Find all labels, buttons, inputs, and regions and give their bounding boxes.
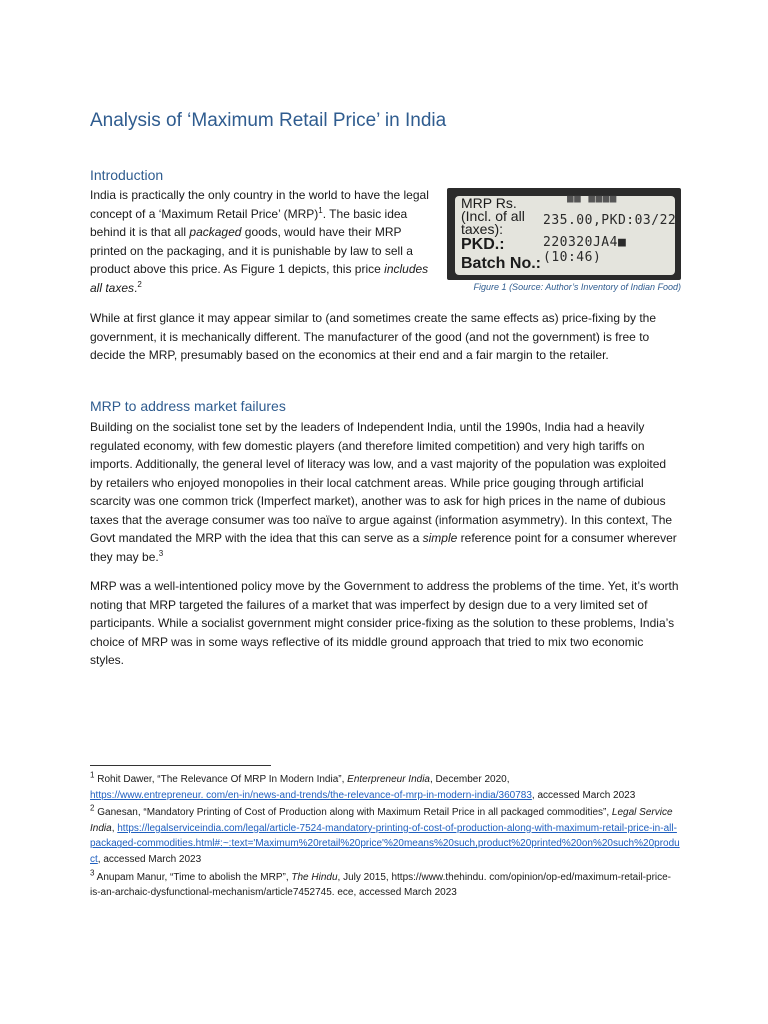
photo-text-incl: (Incl. of all	[461, 208, 525, 224]
footnote-3-number: 3	[90, 868, 95, 878]
intro-paragraph-1	[90, 186, 436, 297]
intro-paragraph-2: While at first glance it may appear similar to (and sometimes create the same effects as) price-fixing by the government, it is mechanically different. The manufacturer of the good (and not the government) is free to decide the MRP, presumably based on the economics at their end and a fair margin to the retailer.	[90, 311, 657, 362]
photo-text-taxes: taxes):	[461, 221, 504, 237]
market-paragraph-1	[90, 418, 680, 566]
footnote-1-number: 1	[90, 770, 95, 780]
market-p1-emphasis: simple	[422, 531, 458, 545]
market-p1-text-b: reference point for a consumer wherever they may be.	[90, 531, 677, 564]
figure-1-caption: Figure 1 (Source: Author’s Inventory of Indian Food)	[473, 282, 681, 292]
intro-p1-emphasis-2: includes all taxes	[90, 262, 429, 295]
footnote-2-text-b: ,	[111, 822, 118, 834]
footnote-2-text-a: Ganesan, “Mandatory Printing of Cost of Production along with Maximum Retail Price in all packaged commodities”,	[94, 807, 612, 819]
footnote-3-source: The Hindu	[291, 871, 338, 883]
footnotes	[90, 772, 680, 901]
footnote-1	[90, 772, 680, 803]
footnote-3-text-b: , July 2015, https://www.thehindu. com/opinion/op-ed/maximum-retail-price-is-an-archaic-dysfunctional-mechanism/article7452745. ece, accessed March 2023	[90, 871, 672, 899]
footnote-1-link[interactable]: https://www.entrepreneur. com/en-in/news-and-trends/the-relevance-of-mrp-in-modern-india/360783	[90, 789, 532, 801]
photo-stamp-pkd-value: 220320JA4■ (10:46)	[543, 235, 627, 265]
footnote-1-text-b: , December 2020,	[430, 774, 510, 785]
footnote-1-source: Enterpreneur India	[347, 774, 430, 785]
footnote-2	[90, 805, 680, 867]
footnote-ref-2[interactable]: 2	[137, 279, 142, 289]
footnote-1-text-c: , accessed March 2023	[531, 789, 636, 801]
footnote-ref-3[interactable]: 3	[158, 548, 164, 558]
footnote-1-text-a: Rohit Dawer, “The Relevance Of MRP In Modern India”,	[94, 774, 348, 785]
heading-introduction: Introduction	[90, 167, 164, 183]
intro-p1-text-b: . The basic idea behind it is that all	[90, 206, 408, 239]
market-paragraph-2: MRP was a well-intentioned policy move by the Government to address the problems of the time. Yet, it’s worth noting that MRP targeted the failures of a market that was imperfect by design due to a very limited set of participants. While a socialist government might consider price-fixing as the solution to these problems, India’s choice of MRP was in some ways reflective of its middle ground approach that tried to mix two economic styles.	[90, 579, 679, 667]
footnote-2-text-c: , accessed March 2023	[97, 853, 202, 865]
intro-p1-text-a: India is practically the only country in the world to have the legal concept of a ‘Maximum Retail Price’ (MRP)	[90, 188, 429, 221]
mrp-label-card	[455, 192, 677, 275]
footnote-2-number: 2	[90, 803, 95, 813]
heading-market-failures: MRP to address market failures	[90, 398, 286, 414]
footnote-separator	[90, 765, 271, 766]
intro-p1-emphasis: packaged	[189, 225, 242, 239]
market-p1-text-a: Building on the socialist tone set by the leaders of Independent India, until the 1990s, India had a heavily regulated economy, with few domestic players (and therefore limited competition) and very high tariffs on imports. Additionally, the general level of literacy was low, and a vast majority of the population was exploited by retailers who enjoyed monopolies in their local catchment areas. While price gouging through artificial scarcity was one common trick (Imperfect market), another was to ask for high prices in the name of dubious taxes that the average consumer was too naïve to argue against (information asymmetry). In this context, The Govt mandated the MRP with the idea that this can serve as a	[90, 420, 673, 545]
intro-p1-text-d: .	[134, 280, 138, 295]
photo-text-mrp: MRP Rs.	[461, 195, 517, 211]
footnote-2-link[interactable]: https://legalserviceindia.com/legal/article-7524-mandatory-printing-of-cost-of-production-along-with-maximum-retail-price-in-all-packaged-commodities.html#:~:text='Maximum%20retail%20price'%20means%20such,product%20printed%20on%20such%20product	[90, 822, 680, 865]
footnote-3-text-a: Anupam Manur, “Time to abolish the MRP”,	[94, 871, 292, 883]
footnote-2-source: Legal Service India	[90, 807, 673, 834]
footnote-3	[90, 870, 680, 901]
photo-text-top-faded: ■■ ■■■■	[567, 192, 617, 205]
footnote-ref-1[interactable]: 1	[318, 205, 323, 215]
photo-stamp-mrp-value: 235.00,PKD:03/22	[543, 213, 677, 228]
intro-p1-text-c: goods, would have their MRP printed on the packaging, and it is punishable by law to sell a product above this price. As Figure 1 depicts, this price	[90, 225, 413, 276]
figure-1-photo	[447, 188, 681, 280]
photo-text-batch: Batch No.:	[461, 255, 541, 272]
photo-text-pkd: PKD.:	[461, 236, 505, 253]
document-title: Analysis of ‘Maximum Retail Price’ in India	[90, 110, 447, 131]
